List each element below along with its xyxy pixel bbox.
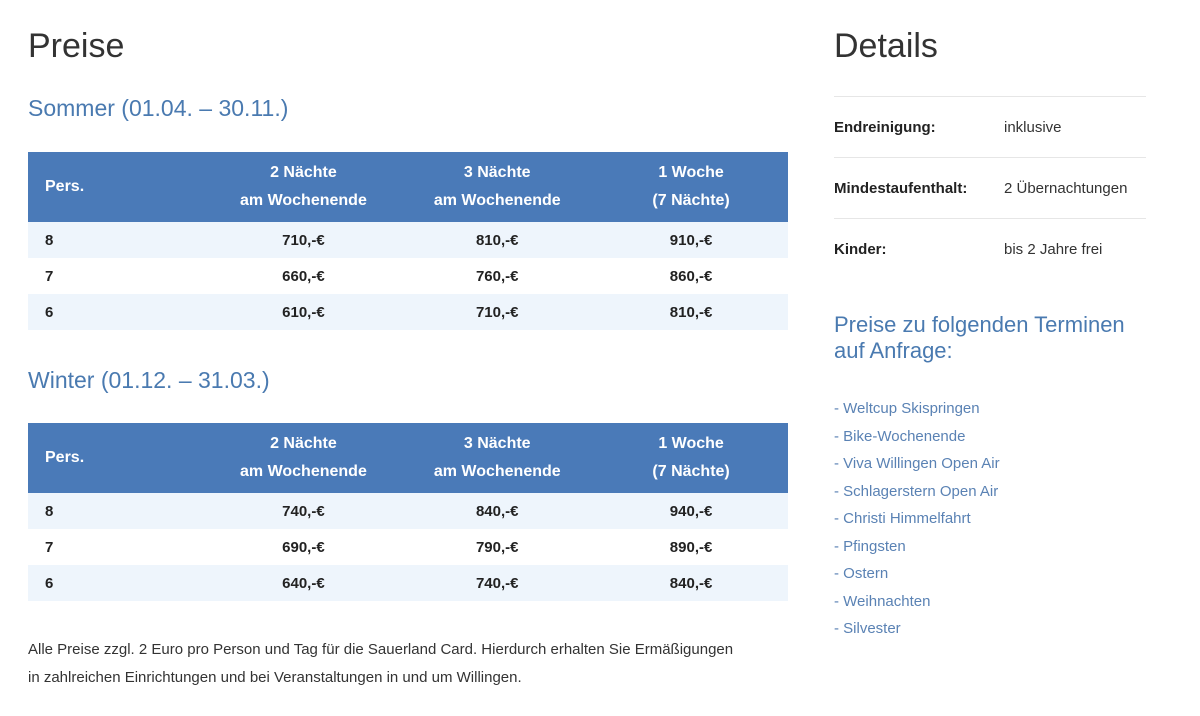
- cell-price: 740,-€: [207, 493, 401, 529]
- table-row: [28, 294, 788, 330]
- cell-pers: 6: [28, 294, 207, 330]
- cell-price: 940,-€: [594, 493, 788, 529]
- header-3-nights: 3 Nächte am Wochenende: [400, 423, 594, 493]
- details-key: Endreinigung:: [834, 118, 936, 136]
- table-header-row: [28, 152, 788, 222]
- details-key: Kinder:: [834, 240, 887, 258]
- note-line-1: Alle Preise zzgl. 2 Euro pro Person und Tag für die Sauerland Card. Hierdurch erhalten Sie Ermäßigungen: [28, 641, 734, 658]
- list-item: - Viva Willingen Open Air: [834, 455, 1000, 472]
- cell-price: 710,-€: [400, 294, 594, 330]
- header-pers: Pers.: [28, 152, 207, 222]
- cell-price: 840,-€: [400, 493, 594, 529]
- cell-price: 860,-€: [594, 258, 788, 294]
- header-1-week: 1 Woche (7 Nächte): [594, 152, 788, 222]
- list-item: - Weihnachten: [834, 592, 931, 610]
- table-header-row: [28, 423, 788, 493]
- cell-price: 810,-€: [400, 222, 594, 258]
- summer-heading: Sommer (01.04. – 30.11.): [28, 95, 289, 121]
- winter-price-table: [28, 423, 788, 601]
- list-item: - Christi Himmelfahrt: [834, 510, 971, 527]
- cell-price: 840,-€: [594, 565, 788, 601]
- header-2-nights: 2 Nächte am Wochenende: [207, 152, 401, 222]
- details-value: bis 2 Jahre frei: [1004, 240, 1103, 258]
- details-value: inklusive: [1004, 118, 1062, 136]
- header-2-nights: 2 Nächte am Wochenende: [207, 423, 401, 493]
- cell-pers: 7: [28, 258, 207, 294]
- details-row-min-stay: [834, 157, 1146, 218]
- cell-price: 910,-€: [594, 222, 788, 258]
- table-row: [28, 493, 788, 529]
- cell-price: 790,-€: [400, 529, 594, 565]
- list-item: - Pfingsten: [834, 537, 906, 555]
- details-table: [834, 96, 1146, 279]
- list-item: - Bike-Wochenende: [834, 427, 966, 445]
- cell-pers: 7: [28, 529, 207, 565]
- header-pers: Pers.: [28, 423, 207, 493]
- details-title: Details: [834, 27, 938, 65]
- list-item: - Ostern: [834, 565, 889, 582]
- list-item: - Silvester: [834, 620, 901, 637]
- cell-price: 660,-€: [207, 258, 401, 294]
- list-item: - Weltcup Skispringen: [834, 400, 980, 417]
- details-row-cleaning: [834, 96, 1146, 157]
- cell-pers: 8: [28, 493, 207, 529]
- note-line-2: in zahlreichen Einrichtungen und bei Veranstaltungen in und um Willingen.: [28, 669, 522, 686]
- cell-pers: 8: [28, 222, 207, 258]
- header-1-week: 1 Woche (7 Nächte): [594, 423, 788, 493]
- cell-price: 710,-€: [207, 222, 401, 258]
- cell-price: 740,-€: [400, 565, 594, 601]
- cell-price: 810,-€: [594, 294, 788, 330]
- table-row: [28, 529, 788, 565]
- table-row: [28, 222, 788, 258]
- summer-price-table: [28, 152, 788, 330]
- details-row-children: [834, 218, 1146, 279]
- table-row: [28, 258, 788, 294]
- cell-price: 640,-€: [207, 565, 401, 601]
- cell-price: 890,-€: [594, 529, 788, 565]
- winter-heading: Winter (01.12. – 31.03.): [28, 367, 270, 393]
- details-key: Mindestaufenthalt:: [834, 179, 968, 197]
- cell-price: 690,-€: [207, 529, 401, 565]
- cell-price: 610,-€: [207, 294, 401, 330]
- table-row: [28, 565, 788, 601]
- header-3-nights: 3 Nächte am Wochenende: [400, 152, 594, 222]
- on-request-heading: Preise zu folgenden Terminen auf Anfrage:: [834, 312, 1125, 363]
- sauerland-card-note: [28, 636, 788, 692]
- event-list: [834, 395, 1000, 643]
- list-item: - Schlagerstern Open Air: [834, 482, 999, 500]
- details-value: 2 Übernachtungen: [1004, 179, 1128, 197]
- cell-pers: 6: [28, 565, 207, 601]
- prices-title: Preise: [28, 27, 125, 65]
- cell-price: 760,-€: [400, 258, 594, 294]
